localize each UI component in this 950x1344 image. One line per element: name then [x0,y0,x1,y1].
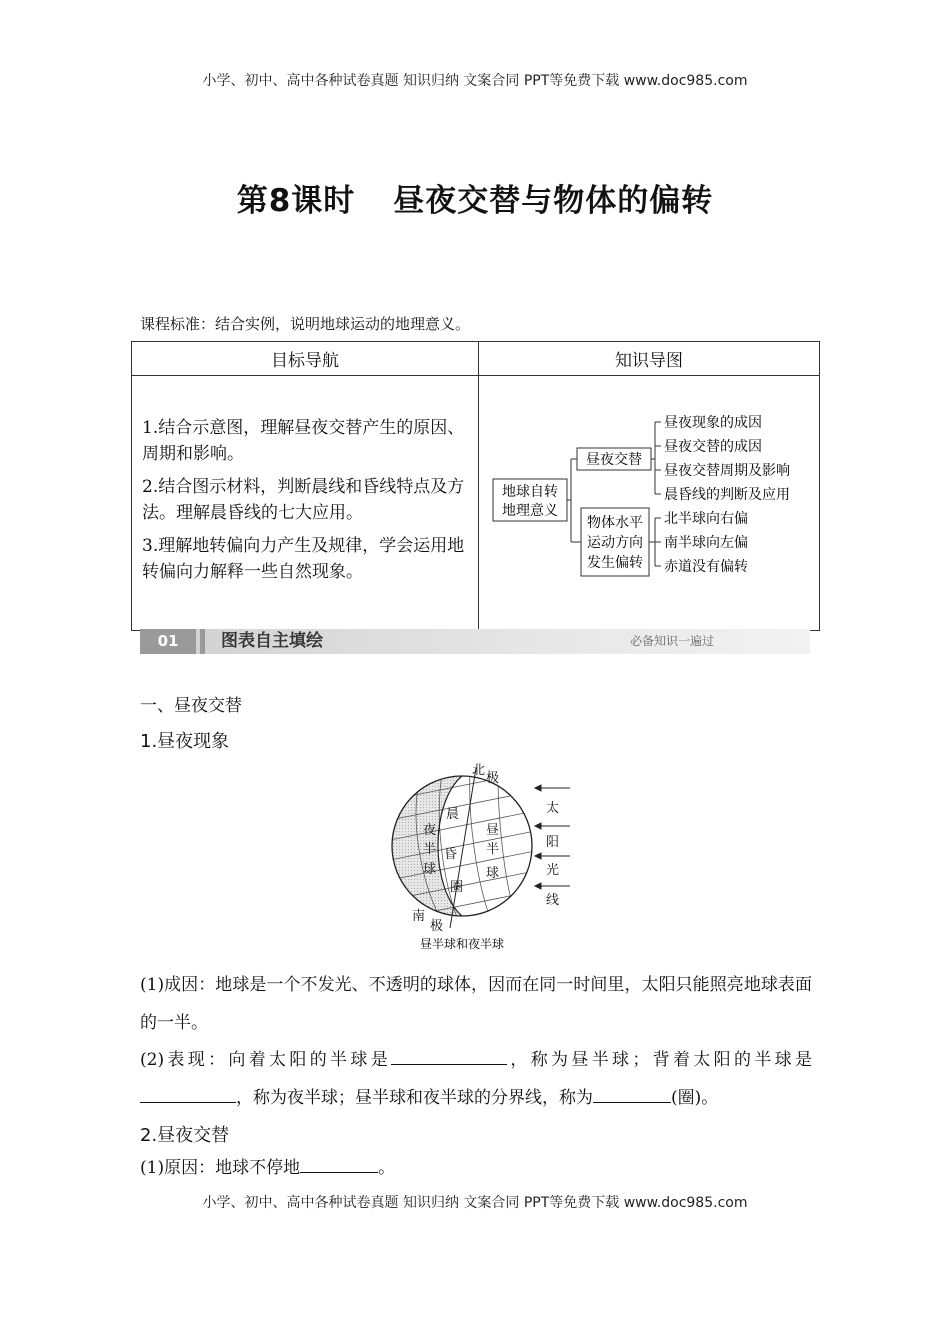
dusk-label-1: 昏 [444,847,458,862]
goal-item: 1.结合示意图，理解昼夜交替产生的原因、周期和影响。 [142,417,465,464]
blank-rotation[interactable] [300,1152,378,1173]
section-band-divider [200,629,205,654]
dawn-label: 晨 [446,807,460,822]
mind-map [479,376,820,626]
mindmap-branch-day-night: 昼夜交替 [586,452,642,468]
mindmap-leaf: 昼夜交替的成因 [664,439,762,455]
north-label: 北 [472,763,486,778]
night-label-3: 球 [423,862,437,877]
mindmap-leaf: 昼夜现象的成因 [664,415,762,431]
appearance-text-3: ，称为夜半球；昼半球和夜半球的分界线，称为 [236,1088,593,1108]
mindmap-branch-deflect-3: 发生偏转 [587,555,643,571]
knowledge-map-header: 知识导图 [479,342,820,376]
night-label-2: 半 [423,842,437,857]
blank-night-hemisphere[interactable] [140,1082,236,1103]
dusk-label-2: 圈 [450,880,464,895]
appearance-text-4: (圈)。 [671,1088,719,1108]
goal-list-cell [132,376,479,631]
page-header: 小学、初中、高中各种试卷真题 知识归纳 文案合同 PPT等免费下载 www.doc985.com [202,73,748,89]
day-label-1: 昼 [486,823,500,838]
blank-day-hemisphere[interactable] [391,1044,507,1065]
mindmap-branch-deflect-1: 物体水平 [587,515,643,531]
goal-item: 2.结合图示材料，判断晨线和昏线特点及方法。理解晨昏线的七大应用。 [142,476,465,523]
section-heading: 一、昼夜交替 [140,696,242,716]
mindmap-leaf: 昼夜交替周期及影响 [664,463,790,479]
day-label-3: 球 [486,866,500,881]
south-pole-label: 极 [430,919,444,934]
mindmap-leaf: 南半球向左偏 [664,535,748,551]
curriculum-standard: 课程标准：结合实例，说明地球运动的地理意义。 [140,315,471,333]
sunlight-label-4: 线 [546,893,560,908]
goal-item: 3.理解地转偏向力产生及规律，学会运用地转偏向力解释一些自然现象。 [142,535,465,582]
mindmap-leaf: 北半球向右偏 [664,511,748,527]
reason-text-2: 。 [378,1158,396,1178]
sunlight-label-3: 光 [546,863,560,878]
day-label-2: 半 [486,842,500,857]
section-band-tagline: 必备知识一遍过 [629,634,714,648]
paragraph-cause: (1)成因：地球是一个不发光、不透明的球体，因而在同一时间里，太阳只能照亮地球表面的一半。 [140,975,812,1033]
paragraph-reason [140,1149,812,1187]
lesson-number: 第8课时 [236,183,356,219]
mindmap-leaf: 赤道没有偏转 [664,559,748,575]
night-label-1: 夜 [423,823,437,838]
page-title [0,175,950,220]
goal-table [131,341,820,631]
mindmap-root-line1: 地球自转 [502,484,558,500]
mind-map-cell [479,376,820,631]
paragraph-appearance [140,1041,812,1117]
appearance-text-2: ，称为昼半球；背着太阳的半球是 [507,1050,812,1070]
mindmap-branch-deflect-2: 运动方向 [587,535,643,551]
sunlight-label-1: 太 [546,801,560,816]
mindmap-root-line2: 地理意义 [502,503,558,519]
subsection-heading-2: 2.昼夜交替 [140,1125,230,1146]
mindmap-leaf: 晨昏线的判断及应用 [664,487,790,503]
day-night-figure [380,758,580,958]
north-pole-label: 极 [486,771,500,786]
south-label: 南 [412,909,426,924]
section-band-label: 图表自主填绘 [221,631,323,651]
blank-terminator[interactable] [593,1082,671,1103]
sunlight-label-2: 阳 [546,835,560,850]
section-band [140,629,810,654]
reason-text-1: (1)原因：地球不停地 [140,1158,301,1178]
subsection-heading: 1.昼夜现象 [140,731,230,752]
section-band-number: 01 [140,629,196,654]
goal-nav-header: 目标导航 [132,342,479,376]
figure-caption: 昼半球和夜半球 [419,937,505,951]
page-footer: 小学、初中、高中各种试卷真题 知识归纳 文案合同 PPT等免费下载 www.doc985.com [202,1195,748,1211]
appearance-text-1: (2)表现：向着太阳的半球是 [140,1050,392,1070]
lesson-topic: 昼夜交替与物体的偏转 [393,183,714,219]
